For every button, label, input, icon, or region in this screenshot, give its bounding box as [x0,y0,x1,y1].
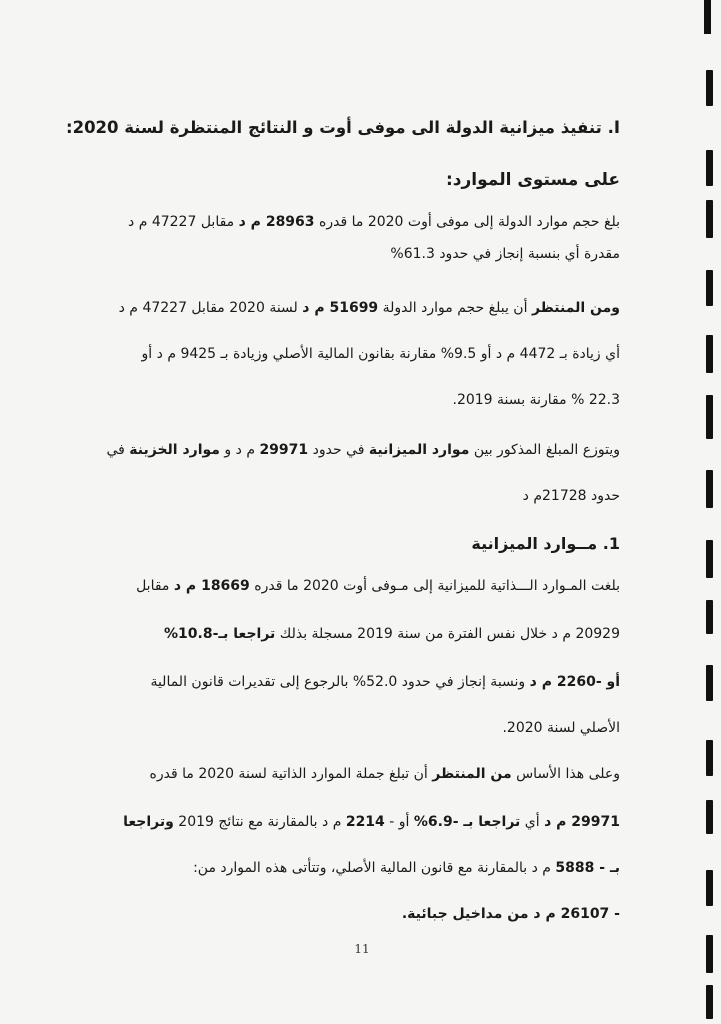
text-run-bold: 28963 م د [238,214,315,230]
text-run-bold: 18669 م د [173,578,250,594]
text-run-bold: 29971 م د [544,814,620,830]
scan-edge-mark [706,870,713,906]
text-run: أو - [384,814,414,830]
paragraph-line [92,812,620,832]
text-run: أي [520,814,545,830]
text-run: ويتوزع المبلغ المذكور بين [469,442,620,458]
paragraph-line [92,212,620,232]
paragraph-line [92,858,620,878]
paragraph-line: الأصلي لسنة 2020. [502,720,620,736]
text-run: لسنة 2020 مقابل 47227 م د [118,300,303,316]
paragraph-line: مقدرة أي بنسبة إنجاز في حدود 61.3% [390,246,620,262]
text-run: في [106,442,130,458]
text-run: 20929 م د خلال نفس الفترة من سنة 2019 مسجلة بذلك [275,626,620,642]
scan-edge-mark [706,395,713,439]
paragraph-line [92,672,620,692]
text-run-bold: 51699 م د [302,300,379,316]
text-run-bold: موارد الميزانية [368,442,470,458]
scan-edge-mark [706,200,713,238]
paragraph-line [92,764,620,784]
text-run-bold: ومن المنتظر [531,300,620,316]
text-run: م د و [219,442,260,458]
scan-edge-mark [706,800,713,834]
text-run: وعلى هذا الأساس [511,766,620,782]
bullet-item: - 26107 م د من مداخيل جبائية. [401,906,620,922]
text-run-bold: تراجعا بـ -6.9% [413,814,521,830]
text-run: في حدود [308,442,369,458]
paragraph-line [92,624,620,644]
text-run-bold: موارد الخزينة [129,442,220,458]
text-run: أن تبلغ جملة الموارد الذاتية لسنة 2020 ما قدره [149,766,433,782]
text-run-bold: من المنتظر [432,766,512,782]
scan-edge-mark [706,935,713,973]
text-run: م د بالمقارنة مع نتائج 2019 [173,814,346,830]
text-run: بلغت المـوارد الـــذاتية للميزانية إلى مـوفى أوت 2020 ما قدره [249,578,620,594]
text-run: ونسبة إنجاز في حدود 52.0% بالرجوع إلى تقديرات قانون المالية [150,674,530,690]
paragraph-line: أي زيادة بـ 4472 م د أو 9.5% مقارنة بقانون المالية الأصلي وزيادة بـ 9425 م د أو [141,346,620,362]
scan-edge-mark [706,70,713,106]
text-run: أن يبلغ حجم موارد الدولة [378,300,532,316]
subheading-budget-resources: 1. مــوارد الميزانية [471,534,620,553]
scan-edge-mark [706,150,713,186]
paragraph-line: حدود 21728م د [522,488,620,504]
text-run: م د بالمقارنة مع قانون المالية الأصلي، وتتأتى هذه الموارد من: [193,860,556,876]
paragraph-line [92,576,620,596]
section-heading: I. تنفيذ ميزانية الدولة الى موفى أوت و النتائج المنتظرة لسنة 2020: [65,118,620,137]
paragraph-line [92,298,620,318]
text-run-bold: أو -2260 م د [529,674,620,690]
text-run-bold: بـ - 5888 [555,860,620,876]
page-number: 11 [354,942,370,956]
scan-edge-mark [706,740,713,776]
text-run-bold: وتراجعا [123,814,174,830]
scan-edge-mark [706,335,713,373]
text-run: مقابل 47227 م د [128,214,239,230]
scan-edge-mark [706,540,713,578]
paragraph-line: 22.3 % مقارنة بسنة 2019. [452,392,620,408]
scan-edge-mark [706,985,713,1019]
scan-edge-mark [706,600,713,634]
scan-edge-top-bar [704,0,711,34]
scan-edge-mark [706,665,713,701]
scan-edge-marks [701,0,715,1024]
scan-edge-mark [706,470,713,508]
text-run-bold: 2214 [345,814,385,830]
text-run-bold: تراجعا بـ-10.8% [164,626,276,642]
scan-edge-mark [706,270,713,306]
subheading-resources: على مستوى الموارد: [446,170,620,190]
text-run: مقابل [136,578,174,594]
text-run: بلغ حجم موارد الدولة إلى موفى أوت 2020 ما قدره [314,214,620,230]
paragraph-line [92,440,620,460]
text-run-bold: 29971 [259,442,309,458]
